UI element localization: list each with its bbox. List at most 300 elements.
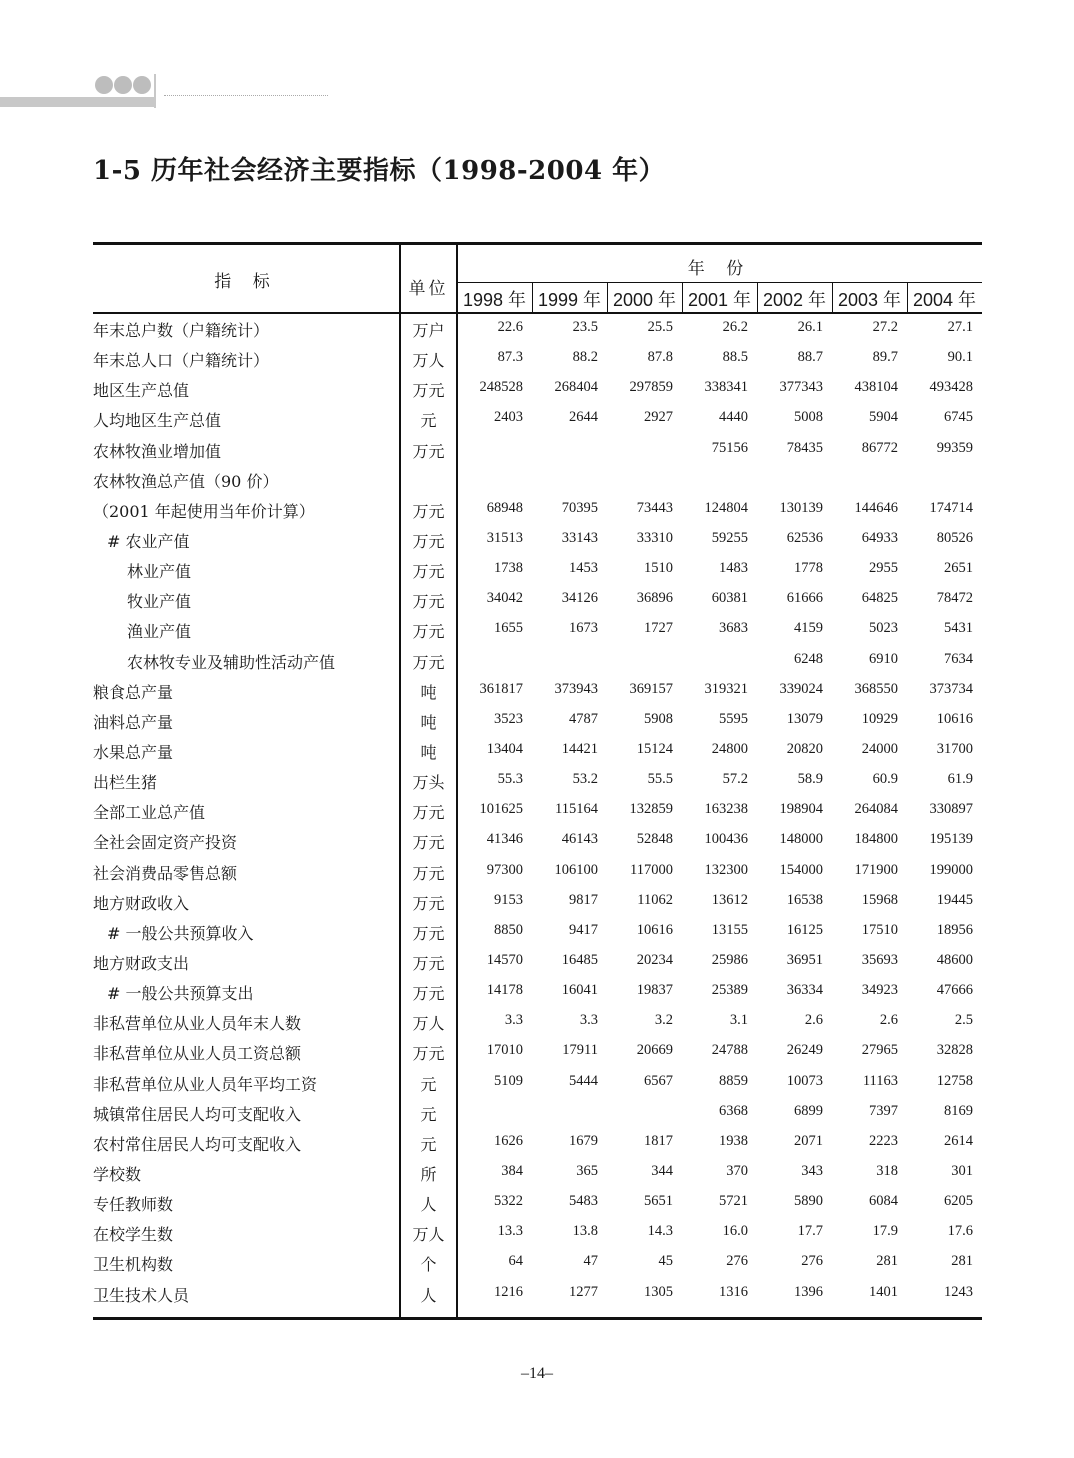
value-cell: 2223 (869, 1132, 898, 1149)
row-label: 非私营单位从业人员年末人数 (93, 1014, 302, 1034)
value-cell: 25389 (711, 982, 748, 999)
value-cell: 9153 (494, 891, 523, 908)
value-cell: 8859 (719, 1072, 748, 1089)
value-cell: 46143 (561, 831, 598, 848)
row-label: 在校学生数 (93, 1225, 174, 1245)
value-cell: 1626 (494, 1132, 523, 1149)
value-cell: 276 (726, 1253, 748, 1270)
value-cell: 78472 (936, 590, 973, 607)
table-row (93, 525, 982, 555)
table-row (93, 1248, 982, 1278)
value-cell: 106100 (554, 861, 598, 878)
value-cell: 370 (726, 1162, 748, 1179)
value-cell: 5444 (569, 1072, 598, 1089)
header-banner-divider (154, 74, 156, 108)
value-cell: 301 (951, 1162, 973, 1179)
value-cell: 13404 (486, 740, 523, 757)
row-label: 渔业产值 (127, 622, 192, 642)
value-cell: 438104 (854, 379, 898, 396)
row-unit: 个 (420, 1255, 437, 1275)
value-cell: 195139 (929, 831, 973, 848)
value-cell: 3683 (719, 620, 748, 637)
value-cell: 198904 (779, 801, 823, 818)
value-cell: 10073 (786, 1072, 823, 1089)
year-column-divider (907, 283, 908, 313)
value-cell: 87.3 (497, 349, 523, 366)
table-row (93, 615, 982, 645)
value-cell: 16.0 (722, 1223, 748, 1240)
value-cell: 148000 (779, 831, 823, 848)
table-row (93, 857, 982, 887)
value-cell: 5023 (869, 620, 898, 637)
value-cell: 276 (801, 1253, 823, 1270)
value-cell: 16041 (561, 982, 598, 999)
value-cell: 5890 (794, 1193, 823, 1210)
value-cell: 17.6 (947, 1223, 973, 1240)
year-header-cell: 2000 年 (612, 290, 677, 310)
value-cell: 5322 (494, 1193, 523, 1210)
value-cell: 27965 (861, 1042, 898, 1059)
row-unit: 万元 (412, 501, 445, 521)
row-label: 出栏生猪 (93, 773, 158, 793)
row-unit: 元 (420, 411, 437, 431)
year-column-divider (682, 283, 683, 313)
table-row (93, 676, 982, 706)
value-cell: 117000 (630, 861, 673, 878)
row-label: 年末总户数（户籍统计） (93, 321, 270, 340)
value-cell: 1483 (719, 560, 748, 577)
row-unit: 万元 (412, 562, 445, 582)
value-cell: 36951 (786, 951, 823, 968)
value-cell: 47666 (936, 982, 973, 999)
value-cell: 26.1 (797, 319, 823, 335)
value-cell: 1679 (569, 1132, 598, 1149)
value-cell: 1243 (944, 1283, 973, 1300)
value-cell: 339024 (779, 680, 823, 697)
table-row (93, 887, 982, 917)
row-label: 农林牧专业及辅助性活动产值 (127, 652, 336, 672)
row-label: 非私营单位从业人员工资总额 (93, 1044, 302, 1064)
value-cell: 26249 (786, 1042, 823, 1059)
value-cell: 6910 (869, 650, 898, 667)
header-dotted-rule (164, 95, 328, 96)
value-cell: 199000 (929, 861, 973, 878)
table-row (93, 826, 982, 856)
value-cell: 15968 (861, 891, 898, 908)
value-cell: 24800 (711, 740, 748, 757)
value-cell: 2644 (569, 409, 598, 426)
table-row (93, 1158, 982, 1188)
value-cell: 5008 (794, 409, 823, 426)
value-cell: 1817 (644, 1132, 673, 1149)
value-cell: 144646 (854, 499, 898, 516)
value-cell: 14178 (486, 982, 523, 999)
value-cell: 493428 (929, 379, 973, 396)
value-cell: 318 (876, 1162, 898, 1179)
value-cell: 24788 (711, 1042, 748, 1059)
row-unit: 万元 (412, 592, 445, 612)
row-unit: 万元 (412, 984, 445, 1004)
table-row (93, 314, 982, 344)
value-cell: 6567 (644, 1072, 673, 1089)
table-row (93, 495, 982, 525)
year-header-cell: 1999 年 (537, 290, 602, 310)
value-cell: 3523 (494, 710, 523, 727)
value-cell: 88.7 (797, 349, 823, 366)
value-cell: 23.5 (572, 319, 598, 335)
value-cell: 163238 (704, 801, 748, 818)
row-label: 地区生产总值 (93, 381, 190, 401)
table-row (93, 766, 982, 796)
table-row (93, 736, 982, 766)
value-cell: 6368 (719, 1102, 748, 1119)
value-cell: 184800 (854, 831, 898, 848)
row-unit: 所 (420, 1164, 437, 1184)
row-unit: 万元 (412, 622, 445, 642)
value-cell: 16125 (786, 921, 823, 938)
value-cell: 88.2 (572, 349, 598, 366)
row-label: 城镇常住居民人均可支配收入 (93, 1104, 302, 1124)
value-cell: 62536 (786, 529, 823, 546)
value-cell: 16485 (561, 951, 598, 968)
value-cell: 60381 (711, 590, 748, 607)
row-unit: 吨 (420, 712, 437, 732)
value-cell: 36334 (786, 982, 823, 999)
value-cell: 3.2 (654, 1012, 673, 1029)
value-cell: 55.5 (647, 771, 673, 788)
value-cell: 6745 (944, 409, 973, 426)
row-label: 地方财政收入 (93, 893, 190, 913)
value-cell: 58.9 (797, 771, 823, 788)
value-cell: 281 (951, 1253, 973, 1270)
value-cell: 1727 (644, 620, 673, 637)
table-row (93, 1188, 982, 1218)
value-cell: 14421 (561, 740, 598, 757)
value-cell: 6248 (794, 650, 823, 667)
value-cell: 5595 (719, 710, 748, 727)
value-cell: 8169 (944, 1102, 973, 1119)
table-row (93, 555, 982, 585)
row-unit: 人 (420, 1195, 437, 1215)
row-unit: 万元 (412, 863, 445, 883)
page-number: –14– (521, 1365, 553, 1382)
value-cell: 338341 (704, 379, 748, 396)
value-cell: 5483 (569, 1193, 598, 1210)
row-label: 粮食总产量 (93, 682, 174, 702)
value-cell: 1277 (569, 1283, 598, 1300)
row-label: # 一般公共预算支出 (107, 984, 254, 1004)
value-cell: 47 (583, 1253, 598, 1270)
value-cell: 87.8 (647, 349, 673, 366)
value-cell: 1401 (869, 1283, 898, 1300)
value-cell: 13155 (711, 921, 748, 938)
table-row (93, 1037, 982, 1067)
value-cell: 18956 (936, 921, 973, 938)
row-label: 全部工业总产值 (93, 803, 206, 823)
row-label: 牧业产值 (127, 592, 192, 612)
value-cell: 377343 (779, 379, 823, 396)
value-cell: 31513 (486, 529, 523, 546)
value-cell: 14570 (486, 951, 523, 968)
value-cell: 80526 (936, 529, 973, 546)
year-column-divider (607, 283, 608, 313)
value-cell: 35693 (861, 951, 898, 968)
row-unit: 万元 (412, 803, 445, 823)
value-cell: 13.8 (572, 1223, 598, 1240)
table-row (93, 706, 982, 736)
value-cell: 25986 (711, 951, 748, 968)
value-cell: 97300 (486, 861, 523, 878)
value-cell: 2.6 (879, 1012, 898, 1029)
value-cell: 3.3 (579, 1012, 598, 1029)
value-cell: 115164 (555, 801, 598, 818)
row-label: 卫生机构数 (93, 1255, 174, 1275)
value-cell: 31700 (936, 740, 973, 757)
value-cell: 12758 (936, 1072, 973, 1089)
value-cell: 1655 (494, 620, 523, 637)
value-cell: 64933 (861, 529, 898, 546)
value-cell: 384 (501, 1162, 523, 1179)
value-cell: 89.7 (872, 349, 898, 366)
value-cell: 20234 (636, 951, 673, 968)
value-cell: 20820 (786, 740, 823, 757)
value-cell: 344 (651, 1162, 673, 1179)
year-column-divider (532, 283, 533, 313)
value-cell: 130139 (779, 499, 823, 516)
value-cell: 24000 (861, 740, 898, 757)
value-cell: 1305 (644, 1283, 673, 1300)
value-cell: 27.2 (872, 319, 898, 335)
table-top-rule (93, 242, 982, 245)
table-row (93, 1068, 982, 1098)
value-cell: 171900 (854, 861, 898, 878)
value-cell: 16538 (786, 891, 823, 908)
year-header-cell: 2001 年 (687, 290, 752, 310)
row-unit: 万元 (412, 441, 445, 461)
value-cell: 2.5 (954, 1012, 973, 1029)
value-cell: 27.1 (947, 319, 973, 335)
value-cell: 1316 (719, 1283, 748, 1300)
row-unit: 元 (420, 1104, 437, 1124)
row-label: 非私营单位从业人员年平均工资 (93, 1074, 318, 1094)
value-cell: 52848 (636, 831, 673, 848)
value-cell: 100436 (704, 831, 748, 848)
value-cell: 2.6 (804, 1012, 823, 1029)
value-cell: 174714 (929, 499, 973, 516)
value-cell: 264084 (854, 801, 898, 818)
value-cell: 5908 (644, 710, 673, 727)
value-cell: 90.1 (947, 349, 973, 366)
row-unit: 万元 (412, 953, 445, 973)
row-unit: 元 (420, 1134, 437, 1154)
value-cell: 1938 (719, 1132, 748, 1149)
value-cell: 99359 (936, 439, 973, 456)
row-unit: 万元 (412, 833, 445, 853)
row-unit: 万元 (412, 1044, 445, 1064)
value-cell: 13.3 (497, 1223, 523, 1240)
value-cell: 17510 (861, 921, 898, 938)
header-dot-icon (95, 76, 113, 94)
value-cell: 6205 (944, 1193, 973, 1210)
row-unit: 万元 (412, 381, 445, 401)
value-cell: 297859 (629, 379, 673, 396)
value-cell: 13612 (711, 891, 748, 908)
year-header-divider (457, 282, 982, 283)
row-label: 地方财政支出 (93, 953, 190, 973)
value-cell: 1778 (794, 560, 823, 577)
value-cell: 5431 (944, 620, 973, 637)
value-cell: 60.9 (872, 771, 898, 788)
value-cell: 34126 (561, 590, 598, 607)
table-row (93, 435, 982, 465)
year-header-cell: 1998 年 (462, 290, 527, 310)
value-cell: 132300 (704, 861, 748, 878)
year-column-divider (832, 283, 833, 313)
row-unit: 吨 (420, 682, 437, 702)
value-cell: 68948 (486, 499, 523, 516)
value-cell: 5651 (644, 1193, 673, 1210)
value-cell: 2403 (494, 409, 523, 426)
table-row (93, 1128, 982, 1158)
table-row (93, 947, 982, 977)
table-row (93, 1007, 982, 1037)
value-cell: 3.1 (729, 1012, 748, 1029)
value-cell: 5721 (719, 1193, 748, 1210)
row-label: 年末总人口（户籍统计） (93, 351, 270, 371)
value-cell: 19837 (636, 982, 673, 999)
value-cell: 361817 (479, 680, 523, 697)
row-unit: 万人 (412, 1225, 445, 1245)
value-cell: 61.9 (947, 771, 973, 788)
value-cell: 2955 (869, 560, 898, 577)
table-body (93, 314, 982, 1309)
value-cell: 2927 (644, 409, 673, 426)
value-cell: 1673 (569, 620, 598, 637)
value-cell: 17.9 (872, 1223, 898, 1240)
value-cell: 61666 (786, 590, 823, 607)
row-unit: 万人 (412, 1014, 445, 1034)
value-cell: 14.3 (647, 1223, 673, 1240)
row-unit: 万户 (412, 321, 445, 340)
value-cell: 33143 (561, 529, 598, 546)
value-cell: 15124 (636, 740, 673, 757)
value-cell: 319321 (704, 680, 748, 697)
table-row (93, 977, 982, 1007)
value-cell: 343 (801, 1162, 823, 1179)
value-cell: 10616 (636, 921, 673, 938)
row-unit: 万元 (412, 923, 445, 943)
row-label: 农林牧渔总产值（90 价） (93, 471, 279, 491)
value-cell: 17010 (486, 1042, 523, 1059)
value-cell: 132859 (629, 801, 673, 818)
value-cell: 25.5 (647, 319, 673, 335)
value-cell: 75156 (711, 439, 748, 456)
value-cell: 34042 (486, 590, 523, 607)
value-cell: 268404 (554, 379, 598, 396)
header-dot-icon (114, 76, 132, 94)
row-label: 农林牧渔业增加值 (93, 441, 222, 461)
value-cell: 88.5 (722, 349, 748, 366)
value-cell: 9817 (569, 891, 598, 908)
column-header-indicator: 指 标 (214, 272, 278, 292)
row-label: 农村常住居民人均可支配收入 (93, 1134, 302, 1154)
table-row (93, 796, 982, 826)
row-label: 专任教师数 (93, 1195, 174, 1215)
value-cell: 4159 (794, 620, 823, 637)
value-cell: 55.3 (497, 771, 523, 788)
value-cell: 22.6 (497, 319, 523, 335)
value-cell: 8850 (494, 921, 523, 938)
column-header-year-group: 年 份 (687, 259, 752, 279)
value-cell: 1510 (644, 560, 673, 577)
value-cell: 1216 (494, 1283, 523, 1300)
value-cell: 34923 (861, 982, 898, 999)
value-cell: 5904 (869, 409, 898, 426)
row-label: 林业产值 (127, 562, 192, 582)
value-cell: 20669 (636, 1042, 673, 1059)
value-cell: 64825 (861, 590, 898, 607)
table-bottom-rule (93, 1317, 982, 1320)
value-cell: 10929 (861, 710, 898, 727)
value-cell: 64 (508, 1253, 523, 1270)
value-cell: 3.3 (504, 1012, 523, 1029)
row-label: 水果总产量 (93, 742, 174, 762)
value-cell: 86772 (861, 439, 898, 456)
year-header-cell: 2003 年 (837, 290, 902, 310)
table-row (93, 404, 982, 434)
row-unit: 万头 (412, 773, 445, 793)
table-row (93, 917, 982, 947)
table-row (93, 344, 982, 374)
row-label: （2001 年起使用当年价计算） (93, 501, 315, 521)
row-unit: 元 (420, 1074, 437, 1094)
table-row (93, 646, 982, 676)
value-cell: 330897 (929, 801, 973, 818)
value-cell: 53.2 (572, 771, 598, 788)
value-cell: 4440 (719, 409, 748, 426)
value-cell: 4787 (569, 710, 598, 727)
value-cell: 369157 (629, 680, 673, 697)
row-unit: 万元 (412, 531, 445, 551)
value-cell: 7634 (944, 650, 973, 667)
header-banner-bar (0, 97, 156, 107)
year-header-cell: 2002 年 (762, 290, 827, 310)
value-cell: 19445 (936, 891, 973, 908)
header-dot-icon (133, 76, 151, 94)
value-cell: 101625 (479, 801, 523, 818)
value-cell: 5109 (494, 1072, 523, 1089)
value-cell: 36896 (636, 590, 673, 607)
value-cell: 154000 (779, 861, 823, 878)
value-cell: 48600 (936, 951, 973, 968)
row-label: 全社会固定资产投资 (93, 833, 238, 853)
row-label: # 农业产值 (107, 531, 190, 551)
value-cell: 17911 (562, 1042, 598, 1059)
table-row (93, 1279, 982, 1309)
value-cell: 11062 (637, 891, 673, 908)
value-cell: 7397 (869, 1102, 898, 1119)
value-cell: 2071 (794, 1132, 823, 1149)
value-cell: 248528 (479, 379, 523, 396)
value-cell: 2651 (944, 560, 973, 577)
value-cell: 33310 (636, 529, 673, 546)
value-cell: 73443 (636, 499, 673, 516)
column-header-unit: 单位 (408, 279, 449, 299)
value-cell: 78435 (786, 439, 823, 456)
value-cell: 368550 (854, 680, 898, 697)
table-row (93, 374, 982, 404)
value-cell: 9417 (569, 921, 598, 938)
